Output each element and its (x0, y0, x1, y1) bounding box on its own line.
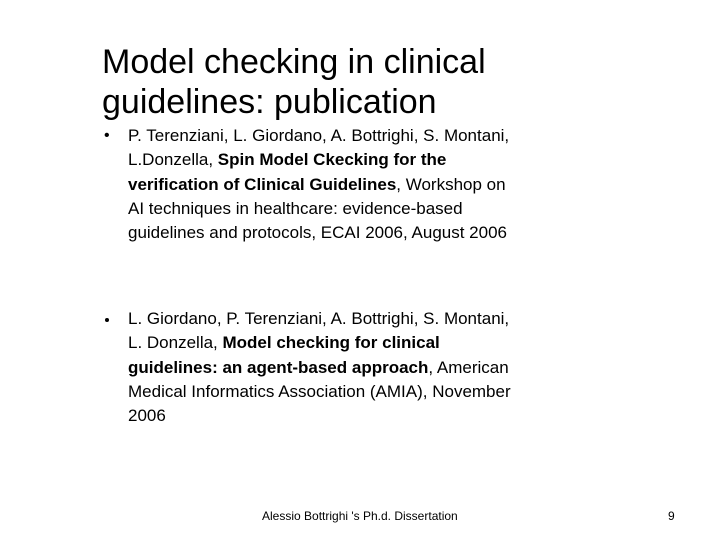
publication-title: Spin Model Ckecking for the verification of Clinical Guidelines (128, 150, 447, 194)
publication-authors: P. Terenziani, L. Giordano, A. Bottrighi, S. Montani, L.Donzella, (128, 126, 510, 170)
slide-title-line-2: guidelines: publication (102, 83, 437, 121)
publication-title: Model checking for clinical guidelines: an agent-based approach (128, 333, 440, 377)
page-number: 9 (668, 509, 675, 523)
slide-title (102, 42, 662, 122)
slide-title-line-1: Model checking in clinical (102, 43, 486, 81)
publication-authors: L. Giordano, P. Terenziani, A. Bottrighi, S. Montani, L. Donzella, (128, 309, 510, 353)
publication-venue: , American Medical Informatics Association (AMIA), November 2006 (128, 357, 511, 426)
bullet-icon: • (104, 127, 110, 144)
publication-text (128, 124, 512, 245)
publication-text (128, 307, 512, 428)
publication-venue: , Workshop on AI techniques in healthcare: evidence-based guidelines and protocols, ECAI 2006, August 2006 (128, 174, 507, 243)
footer-text: Alessio Bottrighi 's Ph.d. Dissertation (262, 509, 458, 523)
